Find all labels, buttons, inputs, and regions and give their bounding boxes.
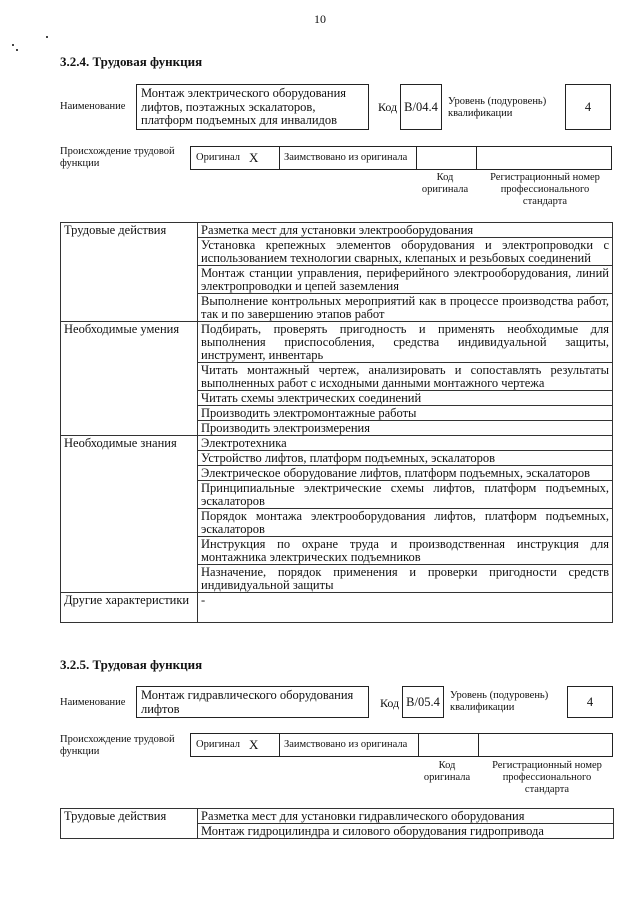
code-value: B/05.4 [402,686,444,718]
table-cell: Электрическое оборудование лифтов, платформ подъемных, эскалаторов [198,466,613,481]
table-cell: Подбирать, проверять пригодность и применять необходимые для выполнения приспособления, средства индивидуальной защиты, инструмент, инвентарь [198,322,613,363]
section-heading: 3.2.4. Трудовая функция [60,54,203,69]
divider [279,734,280,756]
table-row [61,322,613,363]
table-row [61,436,613,451]
row-header: Другие характеристики [61,593,198,623]
scan-speck [16,49,18,51]
scan-speck [46,36,48,38]
code-original-label: Код оригинала [423,760,471,783]
table-cell: Назначение, порядок применения и проверки пригодности средств индивидуальной защиты [198,565,613,593]
level-value: 4 [565,84,611,130]
row-header: Необходимые умения [61,322,198,436]
table-cell: Порядок монтажа электрооборудования лифтов, платформ подъемных, эскалаторов [198,509,613,537]
borrowed-label: Заимствовано из оригинала [284,152,408,163]
table-cell: Электротехника [198,436,613,451]
table-cell: - [198,593,613,623]
table-cell: Производить электроизмерения [198,421,613,436]
table-cell: Принципиальные электрические схемы лифтов, платформ подъемных, эскалаторов [198,481,613,509]
row-header: Трудовые действия [61,809,198,839]
table-cell: Устройство лифтов, платформ подъемных, эскалаторов [198,451,613,466]
table-cell: Разметка мест для установки гидравлического оборудования [198,809,614,824]
name-label: Наименование [60,101,126,112]
table-cell: Разметка мест для установки электрооборудования [198,223,613,238]
code-value: B/04.4 [400,84,442,130]
origin-label: Происхождение трудовой функции [60,146,175,169]
row-header: Трудовые действия [61,223,198,322]
table-cell: Инструкция по охране труда и производственная инструкция для монтажника электрических подъемников [198,537,613,565]
divider [478,734,479,756]
divider [279,147,280,169]
table-row [61,809,614,824]
table-row [61,223,613,238]
function-name: Монтаж гидравлического оборудования лифтов [136,686,369,718]
code-label: Код [378,100,398,114]
code-label: Код [380,696,400,710]
original-mark: X [249,737,259,752]
level-label: Уровень (подуровень) квалификации [448,96,547,119]
table-cell: Читать схемы электрических соединений [198,391,613,406]
table-cell: Читать монтажный чертеж, анализировать и сопоставлять результаты выполненных работ с исходными данными монтажного чертежа [198,363,613,391]
level-label: Уровень (подуровень) квалификации [450,690,549,713]
table-cell: Установка крепежных элементов оборудования и электропроводки с использованием технологии сварных, клепаных и резьбовых соединений [198,238,613,266]
code-original-label: Код оригинала [421,172,469,195]
scan-speck [12,44,14,46]
table-row [61,593,613,623]
origin-label: Происхождение трудовой функции [60,734,175,757]
origin-box [190,146,612,170]
page-number: 10 [314,12,326,26]
reg-number-label: Регистрационный номер профессионального стандарта [492,760,602,795]
function-table [60,222,613,623]
original-mark: X [249,150,259,165]
reg-number-label: Регистрационный номер профессионального стандарта [490,172,600,207]
row-header: Необходимые знания [61,436,198,593]
borrowed-label: Заимствовано из оригинала [284,739,408,750]
original-label: Оригинал [196,739,240,750]
table-cell: Выполнение контрольных мероприятий как в процессе производства работ, так и по завершению этапов работ [198,294,613,322]
table-cell: Монтаж гидроцилиндра и силового оборудования гидропривода [198,824,614,839]
function-name: Монтаж электрического оборудования лифтов, поэтажных эскалаторов, платформ подъемных для инвалидов [136,84,369,130]
table-cell: Производить электромонтажные работы [198,406,613,421]
divider [418,734,419,756]
divider [476,147,477,169]
level-value: 4 [567,686,613,718]
divider [416,147,417,169]
function-table [60,808,614,839]
origin-box [190,733,613,757]
name-label: Наименование [60,697,126,708]
section-heading: 3.2.5. Трудовая функция [60,657,203,672]
original-label: Оригинал [196,152,240,163]
table-cell: Монтаж станции управления, периферийного электрооборудования, линий электропроводки и цепей заземления [198,266,613,294]
